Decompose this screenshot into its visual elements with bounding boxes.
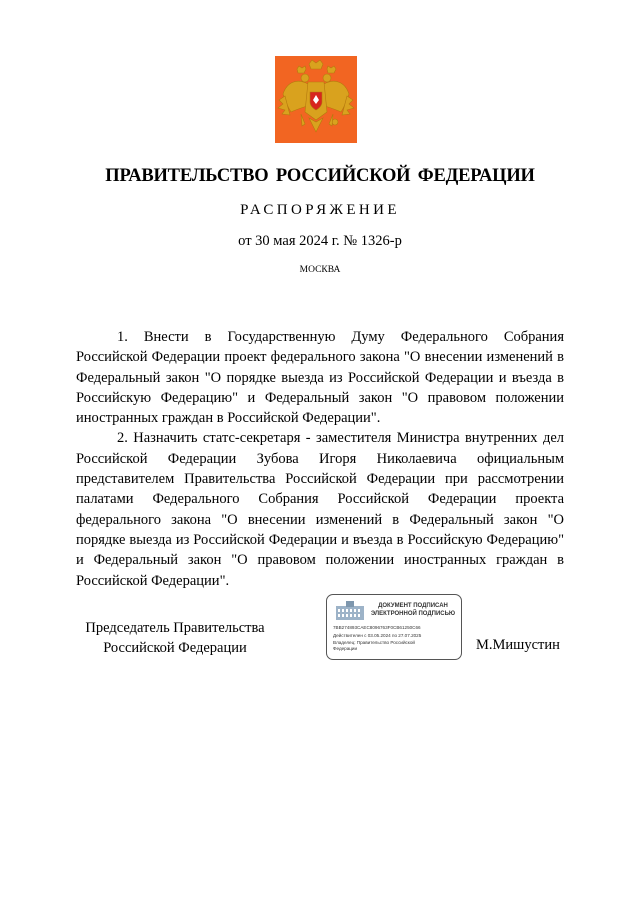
electronic-signature-stamp	[326, 594, 462, 660]
document-date-number: от 30 мая 2024 г. № 1326-р	[238, 233, 402, 249]
stamp-heading-line1: ДОКУМЕНТ ПОДПИСАН	[378, 603, 448, 609]
government-building-icon	[335, 600, 365, 622]
stamp-validity: Действителен с 03.05.2024 по 27.07.2025	[333, 633, 422, 638]
signatory-position	[70, 618, 280, 658]
stamp-owner-line1: Владелец: Правительство Российской	[333, 640, 415, 645]
paragraph-1: 1. Внести в Государственную Думу Федерального Собрания Российской Федерации проект федерального закона "О внесении изменений в Федеральный закон "О порядке выезда из Российской Федерации и въезда в Российскую Федерацию" и Федеральный закон "О правовом положении иностранных граждан в Российской Федерации".	[76, 329, 564, 427]
government-title: ПРАВИТЕЛЬСТВО РОССИЙСКОЙ ФЕДЕРАЦИИ	[105, 166, 535, 186]
signatory-position-line2: Российской Федерации	[103, 640, 247, 656]
document-city: МОСКВА	[299, 265, 341, 275]
russian-coat-of-arms-icon	[275, 56, 357, 143]
emblem	[275, 56, 357, 143]
signatory-position-line1: Председатель Правительства	[85, 620, 265, 636]
signatory-name: М.Мишустин	[476, 637, 560, 653]
stamp-owner-line2: Федерации	[333, 646, 358, 651]
stamp-heading	[367, 602, 459, 618]
document-body	[76, 327, 564, 591]
stamp-serial: 7BB274893CAEC8096763F0CB61250C66	[333, 625, 421, 630]
stamp-heading-line2: ЭЛЕКТРОННОЙ ПОДПИСЬЮ	[370, 611, 456, 617]
paragraph-2: 2. Назначить статс-секретаря - заместителя Министра внутренних дел Российской Федерации Зубова Игоря Николаевича официальным представителем Правительства Российской Федерации при рассмотрении палатами Федерального Собрания Российской Федерации проекта федерального закона "О внесении изменений в Федеральный закон "О порядке выезда из Российской Федерации и въезда в Российскую Федерацию" и Федеральный закон "О правовом положении иностранных граждан в Российской Федерации".	[76, 430, 564, 589]
document-type: РАСПОРЯЖЕНИЕ	[240, 202, 400, 218]
